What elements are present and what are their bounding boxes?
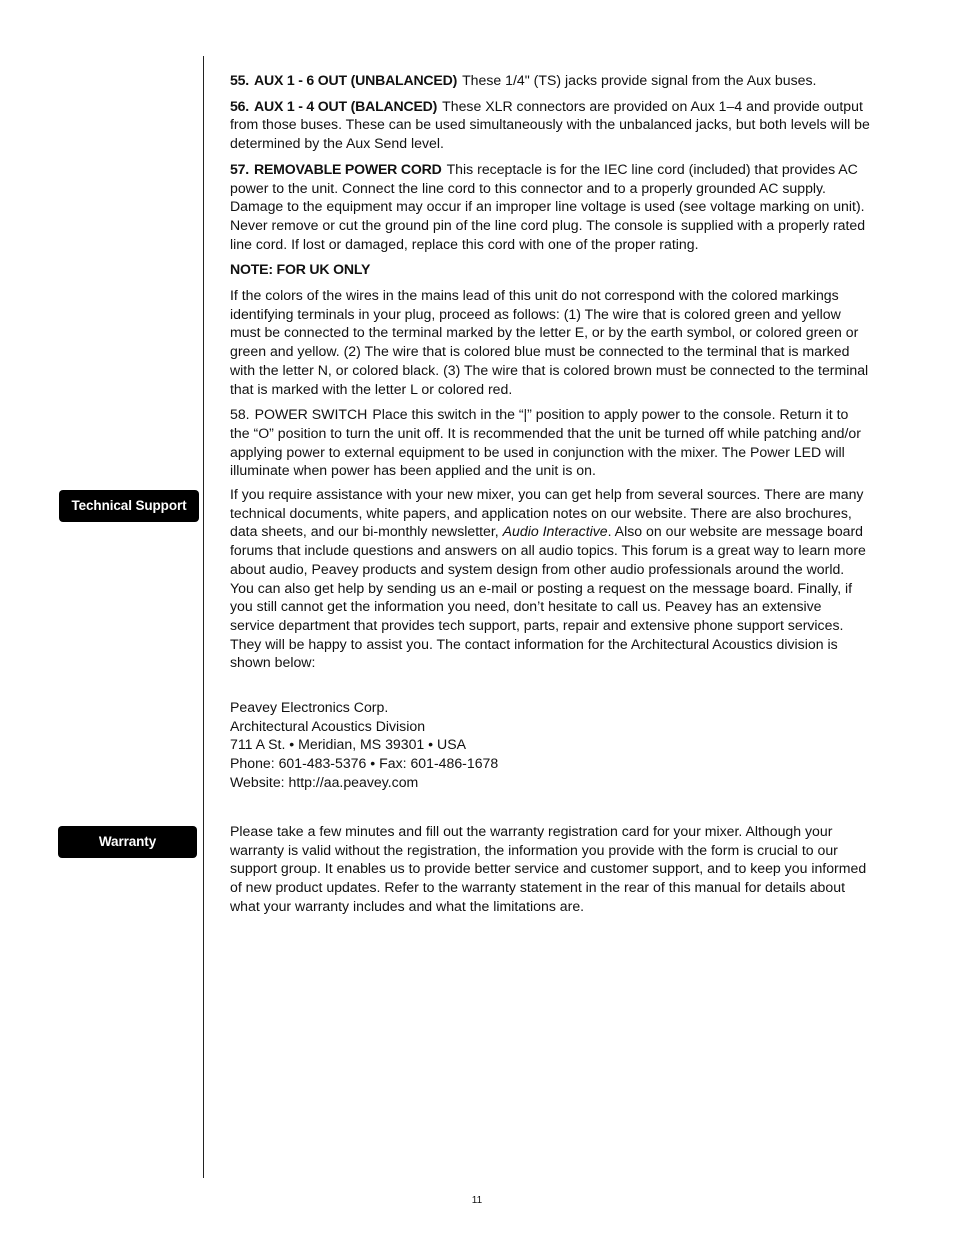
technical-support-section [230,485,870,679]
feature-description: These XLR connectors are provided on Aux 1–4 and provide output from those buses. These can be used simultaneously with the unbalanced jacks, but both levels will be determined by the Aux Send level. [230,97,870,152]
feature-heading: REMOVABLE POWER CORD [254,160,442,177]
feature-number: 58. [230,406,250,423]
feature-heading: POWER SWITCH [254,406,368,423]
phone-fax: Phone: 601-483-5376 • Fax: 601-486-1678 [230,755,499,772]
website: Website: http://aa.peavey.com [230,773,419,790]
feature-heading: AUX 1 - 4 OUT (BALANCED) [254,97,438,114]
uk-note-text: If the colors of the wires in the mains lead of this unit do not correspond with the colored markings identifying terminals in your plug, proceed as follows: (1) The wire that is colored green and yellow must be connected to the terminal marked by the letter E, or by the earth symbol, or colored green or green and yellow. (2) The wire that is colored blue must be connected to the terminal that is marked with the letter N, or colored black. (3) The wire that is colored brown must be connected to the terminal that is marked with the letter L or colored red. [230,287,869,397]
newsletter-title: Audio Interactive [502,523,608,540]
support-text-part: If you require assistance with your new mixer, you can get help from several sources. There are many technical documents, white papers, and application notes on our website. There are also brochures, data sheets, and our bi-monthly newsletter, [230,486,864,540]
contact-address [230,698,870,792]
margin-divider [203,56,204,1178]
division-name: Architectural Acoustics Division [230,717,426,734]
section-label-technical-support: Technical Support [59,490,199,522]
feature-number: 55. [230,72,249,88]
feature-number: 57. [230,160,249,177]
feature-description: Place this switch in the “|” position to apply power to the console. Return it to the “O” position to turn the unit off. It is recommended that the unit be turned off while patching and/or applying power to external equipment to be used in conjunction with the mixer. The Power LED will illuminate when power has been applied and the unit is on. [230,406,861,479]
feature-item [230,160,870,254]
feature-item [230,71,870,90]
uk-note-heading: NOTE: FOR UK ONLY [230,261,371,278]
street-address: 711 A St. • Meridian, MS 39301 • USA [230,736,467,753]
company-name: Peavey Electronics Corp. [230,699,389,715]
feature-number: 56. [230,97,249,114]
page-number: 11 [471,1195,483,1206]
warranty-section [230,822,870,923]
feature-description: These 1/4" (TS) jacks provide signal from the Aux buses. [462,72,817,88]
section-label-warranty: Warranty [58,826,197,858]
feature-description: This receptacle is for the IEC line cord (included) that provides AC power to the unit. Connect the line cord to this connector and to a properly grounded AC supply. Damage to the equipment may occur if an improper line voltage is used (see voltage marking on unit). Never remove or cut the ground pin of the line cord plug. The console is supplied with a properly rated line cord. If lost or damaged, replace this cord with one of the proper rating. [230,160,866,252]
feature-item [230,97,870,153]
feature-heading: AUX 1 - 6 OUT (UNBALANCED) [254,72,458,88]
features-list [230,71,870,487]
support-text-part: . Also on our website are message board forums that include questions and answers on all audio topics. This forum is a great way to learn more about audio, Peavey products and system design from other audio professionals around the world. You can also get help by sending us an e-mail or posting a request on the message board. Finally, if you still cannot get the information you need, don’t hesitate to call us. Peavey has an extensive service department that provides tech support, parts, repair and extensive phone support services. They will be happy to assist you. The contact information for the Architectural Acoustics division is shown below: [230,523,866,671]
feature-item [230,405,870,480]
technical-support-text [230,485,870,672]
warranty-text: Please take a few minutes and fill out the warranty registration card for your mixer. Although your warranty is valid without the registration, the information you provide with the form is crucial to our support group. It enables us to provide better service and customer support, and to keep you informed of new product updates. Refer to the warranty statement in the rear of this manual for details about what your warranty includes and what the limitations are. [230,823,867,914]
